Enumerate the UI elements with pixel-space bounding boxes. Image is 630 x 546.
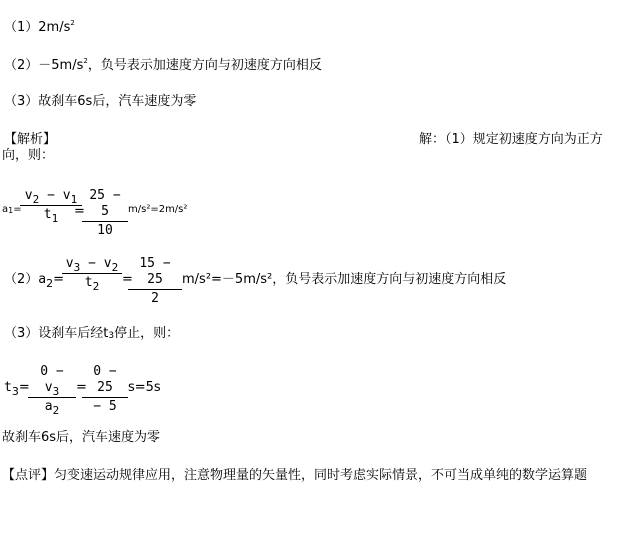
eq3-f2-num: 0 − 25 [93, 364, 117, 395]
answer-2-tail: ，负号表示加速度方向与初速度方向相反 [87, 58, 322, 73]
eq1-f1-num: v [24, 188, 33, 203]
eq3-tail: s=5s [128, 380, 161, 395]
eq3-f1-num: 0 − v [40, 364, 64, 395]
eq2-tail: m/s²=－5m/s²，负号表示加速度方向与初速度方向相反 [182, 272, 507, 287]
eq3-equals-2: = [76, 380, 87, 395]
eq3-equals: = [18, 380, 30, 395]
eq3-f2-den: − 5 [93, 399, 117, 414]
answer-2-text: （2）－5m/s [4, 58, 84, 73]
eq2-f2-den: 2 [151, 291, 159, 306]
eq1-unit-tail: m/s²=2m/s² [128, 204, 188, 215]
eq3-fraction-bar-1 [28, 397, 76, 398]
step3-text: （3）设刹车后经t [4, 326, 109, 341]
eq1-f1-num-sub1: 2 [32, 193, 40, 206]
eq3-fraction-symbolic [28, 364, 76, 415]
answer-1 [4, 20, 75, 36]
eq2-f1-den: t [84, 275, 93, 290]
comment-text: 匀变速运动规律应用，注意物理量的矢量性，同时考虑实际情景，不可当成单纯的数学运算题 [54, 468, 588, 483]
eq2-f2-num: 15 − 25 [139, 256, 171, 287]
comment [2, 468, 587, 484]
analysis-intro-cont: 向，则： [2, 148, 55, 163]
eq2-fraction-numeric [128, 256, 182, 307]
eq1-lhs: a [2, 204, 9, 215]
analysis-intro: 解：（1）规定初速度方向为正方 [419, 132, 603, 147]
eq2-fraction-bar-2 [128, 289, 182, 290]
eq1-f2-num: 25 − 5 [89, 188, 121, 219]
eq2-f1-num: v [65, 256, 74, 271]
step3-text2: 停止，则： [114, 326, 180, 341]
conclusion: 故刹车6s后，汽车速度为零 [2, 430, 161, 445]
eq2-f1-num-sub2: 2 [111, 261, 119, 274]
eq3-f1-num-sub: 3 [52, 385, 60, 398]
eq3-lhs: t [4, 380, 12, 395]
eq1-f1-den-sub: 1 [51, 212, 59, 225]
eq1-equals: = [13, 204, 22, 215]
answer-3-text: （3）故刹车6s后，汽车速度为零 [4, 94, 197, 109]
answer-2-exp: 2 [83, 57, 88, 65]
eq3-fraction-numeric [82, 364, 128, 415]
eq1-f2-den: 10 [97, 223, 113, 238]
eq2-lhs-sub: 2 [46, 277, 54, 290]
comment-tag: 【点评】 [2, 468, 55, 483]
eq3-f1-den-sub: 2 [52, 404, 60, 417]
eq1-f1-minus: − v [39, 188, 71, 203]
step3-sub: 3 [108, 331, 115, 341]
answer-3 [4, 94, 196, 110]
answer-1-exp: 2 [70, 19, 75, 27]
eq1-f1-num-sub2: 1 [70, 193, 78, 206]
eq1-lhs-sub: 1 [8, 206, 14, 215]
eq2-equals: = [53, 272, 65, 287]
analysis-tag: 【解析】 [4, 132, 57, 147]
eq2-f1-den-sub: 2 [92, 280, 100, 293]
eq1-fraction-numeric [82, 188, 128, 239]
eq2-f1-num-sub1: 3 [73, 261, 81, 274]
eq1-f1-den: t [43, 207, 52, 222]
eq3-fraction-bar-2 [82, 397, 128, 398]
eq2-equals-2: = [122, 272, 133, 287]
eq2-lhs: a [38, 272, 47, 287]
answer-1-text: （1）2m/s [4, 20, 71, 35]
eq3-lhs-sub: 3 [11, 385, 19, 398]
answer-2 [4, 58, 322, 74]
eq2-fraction-symbolic [62, 256, 122, 291]
eq1-equals-2: = [74, 204, 85, 219]
step-3 [4, 326, 179, 343]
eq3-f1-den: a [44, 399, 53, 414]
eq2-prefix: （2） [4, 272, 39, 287]
eq1-fraction-symbolic [20, 188, 82, 223]
eq1-fraction-bar-2 [82, 221, 128, 222]
eq2-f1-minus: − v [80, 256, 112, 271]
